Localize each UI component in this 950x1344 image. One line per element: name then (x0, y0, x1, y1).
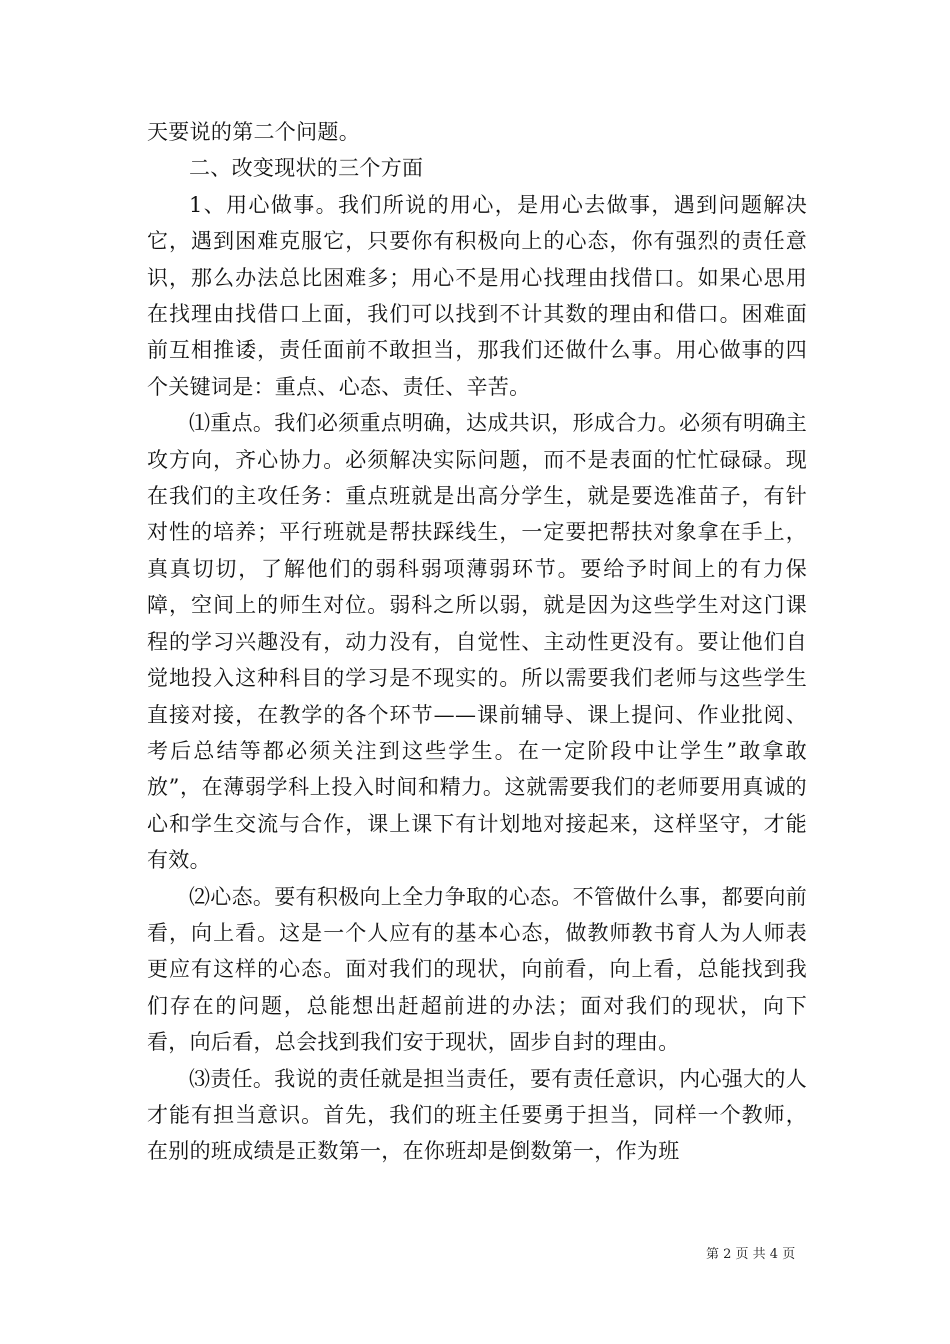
paragraph-key-point: ⑴重点。我们必须重点明确，达成共识，形成合力。必须有明确主攻方向，齐心协力。必须解决实际问题，而不是表面的忙忙碌碌。现在我们的主攻任务：重点班就是出高分学生，就是要选准苗子，有针对性的培养；平行班就是帮扶踩线生，一定要把帮扶对象拿在手上，真真切切，了解他们的弱科弱项薄弱环节。要给予时间上的有力保障，空间上的师生对位。弱科之所以弱，就是因为这些学生对这门课程的学习兴趣没有，动力没有，自觉性、主动性更没有。要让他们自觉地投入这种科目的学习是不现实的。所以需要我们老师与这些学生直接对接，在教学的各个环节——课前辅导、课上提问、作业批阅、考后总结等都必须关注到这些学生。在一定阶段中让学生”敢拿敢放”，在薄弱学科上投入时间和精力。这就需要我们的老师要用真诚的心和学生交流与合作，课上课下有计划地对接起来，这样坚守，才能有效。 (147, 411, 807, 873)
page-footer-indicator: 第 2 页 共 4 页 (706, 1247, 796, 1262)
paragraph-mindset: ⑵心态。要有积极向上全力争取的心态。不管做什么事，都要向前看，向上看。这是一个人应有的基本心态，做教师教书育人为人师表更应有这样的心态。面对我们的现状，向前看，向上看，总能找到我们存在的问题，总能想出赶超前进的办法；面对我们的现状，向下看，向后看，总会找到我们安于现状，固步自封的理由。 (147, 884, 807, 1055)
document-body (147, 114, 807, 1170)
section-heading: 二、改变现状的三个方面 (189, 156, 424, 181)
paragraph-continuation: 天要说的第二个问题。 (147, 120, 360, 144)
paragraph-point-1: 1、用心做事。我们所说的用心，是用心去做事，遇到问题解决它，遇到困难克服它，只要你有积极向上的心态，你有强烈的责任意识，那么办法总比困难多；用心不是用心找理由找借口。如果心思用在找理由找借口上面，我们可以找到不计其数的理由和借口。困难面前互相推诿，责任面前不敢担当，那我们还做什么事。用心做事的四个关键词是：重点、心态、责任、辛苦。 (147, 192, 807, 399)
paragraph-responsibility: ⑶责任。我说的责任就是担当责任，要有责任意识，内心强大的人才能有担当意识。首先，我们的班主任要勇于担当，同样一个教师，在别的班成绩是正数第一，在你班却是倒数第一，作为班 (147, 1066, 807, 1164)
